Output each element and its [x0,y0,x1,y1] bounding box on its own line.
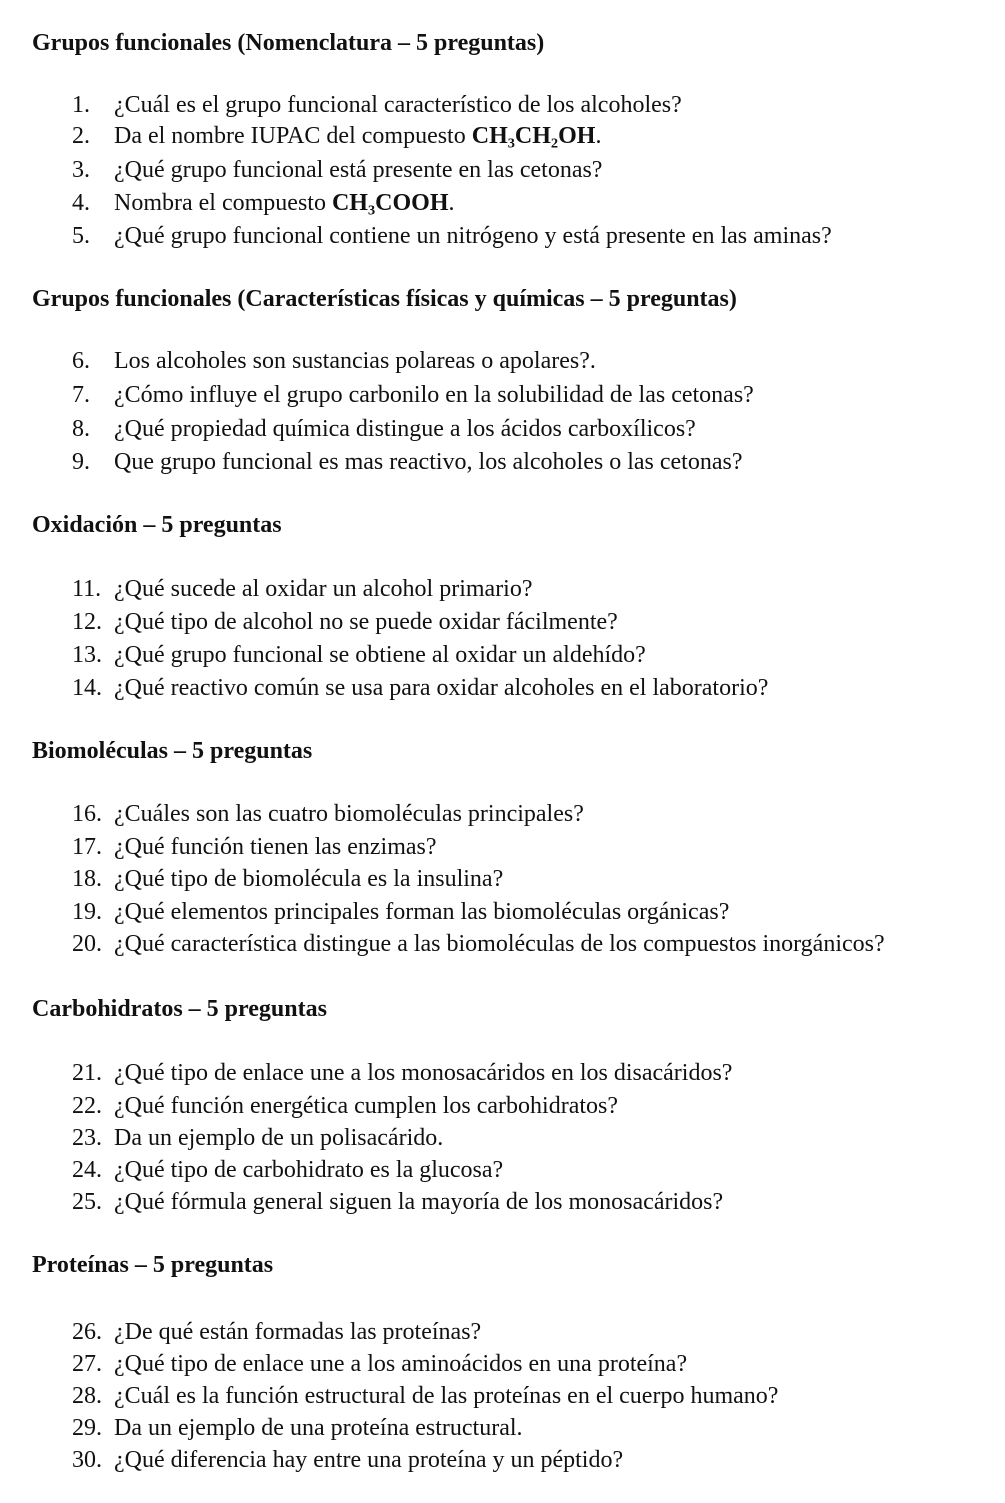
question-item [72,574,533,604]
question-item [72,414,696,444]
question-text: ¿Qué función tienen las enzimas? [114,834,437,860]
question-text: ¿Qué grupo funcional está presente en las cetonas? [114,157,603,183]
question-number: 25. [72,1189,102,1215]
question-item [72,1445,623,1475]
question-number: 22. [72,1093,102,1119]
question-text [114,190,454,216]
question-text: ¿Qué elementos principales forman las biomoléculas orgánicas? [114,899,730,925]
question-item [72,1155,503,1185]
question-text [114,123,601,149]
question-text: ¿Qué grupo funcional contiene un nitrógeno y está presente en las aminas? [114,223,832,249]
question-text: ¿Qué propiedad química distingue a los ácidos carboxílicos? [114,416,696,442]
question-item [72,799,584,829]
section-title-nomenclatura: Grupos funcionales (Nomenclatura – 5 preguntas) [32,30,545,56]
question-item [72,864,503,894]
question-item [72,897,729,927]
question-item [72,155,602,185]
question-item [72,346,596,376]
question-item [72,607,618,637]
question-text: ¿De qué están formadas las proteínas? [114,1319,482,1345]
question-item [72,1381,778,1411]
question-item [72,90,682,120]
question-number: 27. [72,1351,102,1377]
question-number: 17. [72,834,102,860]
question-number: 11. [72,576,102,602]
question-text: ¿Qué sucede al oxidar un alcohol primario? [114,576,533,602]
question-number: 7. [72,382,90,408]
question-text: ¿Cuál es el grupo funcional característico de los alcoholes? [114,92,682,118]
question-text: ¿Cuáles son las cuatro biomoléculas principales? [114,801,584,827]
question-number: 1. [72,92,90,118]
question-number: 23. [72,1125,102,1151]
question-text: Los alcoholes son sustancias polareas o apolares?. [114,348,596,374]
section-title-carbohidratos: Carbohidratos – 5 preguntas [32,996,327,1022]
question-text: Que grupo funcional es mas reactivo, los alcoholes o las cetonas? [114,449,743,475]
question-number: 18. [72,866,102,892]
question-number: 29. [72,1415,102,1441]
question-text: ¿Qué reactivo común se usa para oxidar alcoholes en el laboratorio? [114,675,769,701]
question-number: 24. [72,1157,102,1183]
question-text: ¿Qué tipo de enlace une a los monosacáridos en los disacáridos? [114,1060,733,1086]
question-number: 12. [72,609,102,635]
question-number: 4. [72,190,90,216]
question-item [72,832,437,862]
question-item [72,221,832,251]
question-text: Da un ejemplo de una proteína estructural. [114,1415,523,1441]
question-number: 20. [72,931,102,957]
question-number: 16. [72,801,102,827]
question-text: ¿Qué tipo de enlace une a los aminoácidos en una proteína? [114,1351,688,1377]
question-number: 8. [72,416,90,442]
question-item [72,1317,481,1347]
question-item [72,1349,687,1379]
question-number: 19. [72,899,102,925]
question-text: ¿Cuál es la función estructural de las proteínas en el cuerpo humano? [114,1383,779,1409]
question-item [72,1413,523,1443]
question-text-suffix: . [448,190,455,216]
question-text: ¿Qué grupo funcional se obtiene al oxidar un aldehído? [114,642,646,668]
question-item [72,929,1005,959]
question-text: ¿Qué diferencia hay entre una proteína y un péptido? [114,1447,624,1473]
section-title-biomoleculas: Biomoléculas – 5 preguntas [32,738,313,764]
question-number: 2. [72,123,90,149]
question-number: 26. [72,1319,102,1345]
question-text-prefix: Da el nombre IUPAC del compuesto [114,123,472,149]
question-item [72,1187,723,1217]
question-number: 21. [72,1060,102,1086]
question-text-prefix: Nombra el compuesto [114,190,332,216]
chemical-formula: CH₃COOH [331,190,449,216]
question-text: ¿Qué tipo de biomolécula es la insulina? [114,866,504,892]
question-text: ¿Qué función energética cumplen los carbohidratos? [114,1093,619,1119]
question-text: ¿Qué tipo de alcohol no se puede oxidar fácilmente? [114,609,618,635]
question-item [72,1123,443,1153]
section-title-proteinas: Proteínas – 5 preguntas [32,1252,274,1278]
question-text: Da un ejemplo de un polisacárido. [114,1125,444,1151]
question-text: ¿Cómo influye el grupo carbonilo en la solubilidad de las cetonas? [114,382,754,408]
question-number: 9. [72,449,90,475]
question-item [72,673,768,703]
question-item [72,188,454,218]
question-number: 28. [72,1383,102,1409]
question-number: 14. [72,675,102,701]
question-text-suffix: . [595,123,602,149]
chemical-formula: CH₃CH₂OH [471,123,596,149]
question-number: 30. [72,1447,102,1473]
question-number: 6. [72,348,90,374]
question-item [72,640,646,670]
question-number: 5. [72,223,90,249]
section-title-oxidacion: Oxidación – 5 preguntas [32,512,282,538]
question-text: ¿Qué característica distingue a las biomoléculas de los compuestos inorgánicos? [114,931,885,957]
question-number: 3. [72,157,90,183]
question-text: ¿Qué tipo de carbohidrato es la glucosa? [114,1157,504,1183]
question-item [72,1058,732,1088]
question-number: 13. [72,642,102,668]
section-title-caracteristicas: Grupos funcionales (Características físicas y químicas – 5 preguntas) [32,286,737,312]
question-item [72,1091,618,1121]
question-item [72,447,742,477]
question-item [72,121,601,151]
question-text: ¿Qué fórmula general siguen la mayoría de los monosacáridos? [114,1189,724,1215]
question-item [72,380,754,410]
